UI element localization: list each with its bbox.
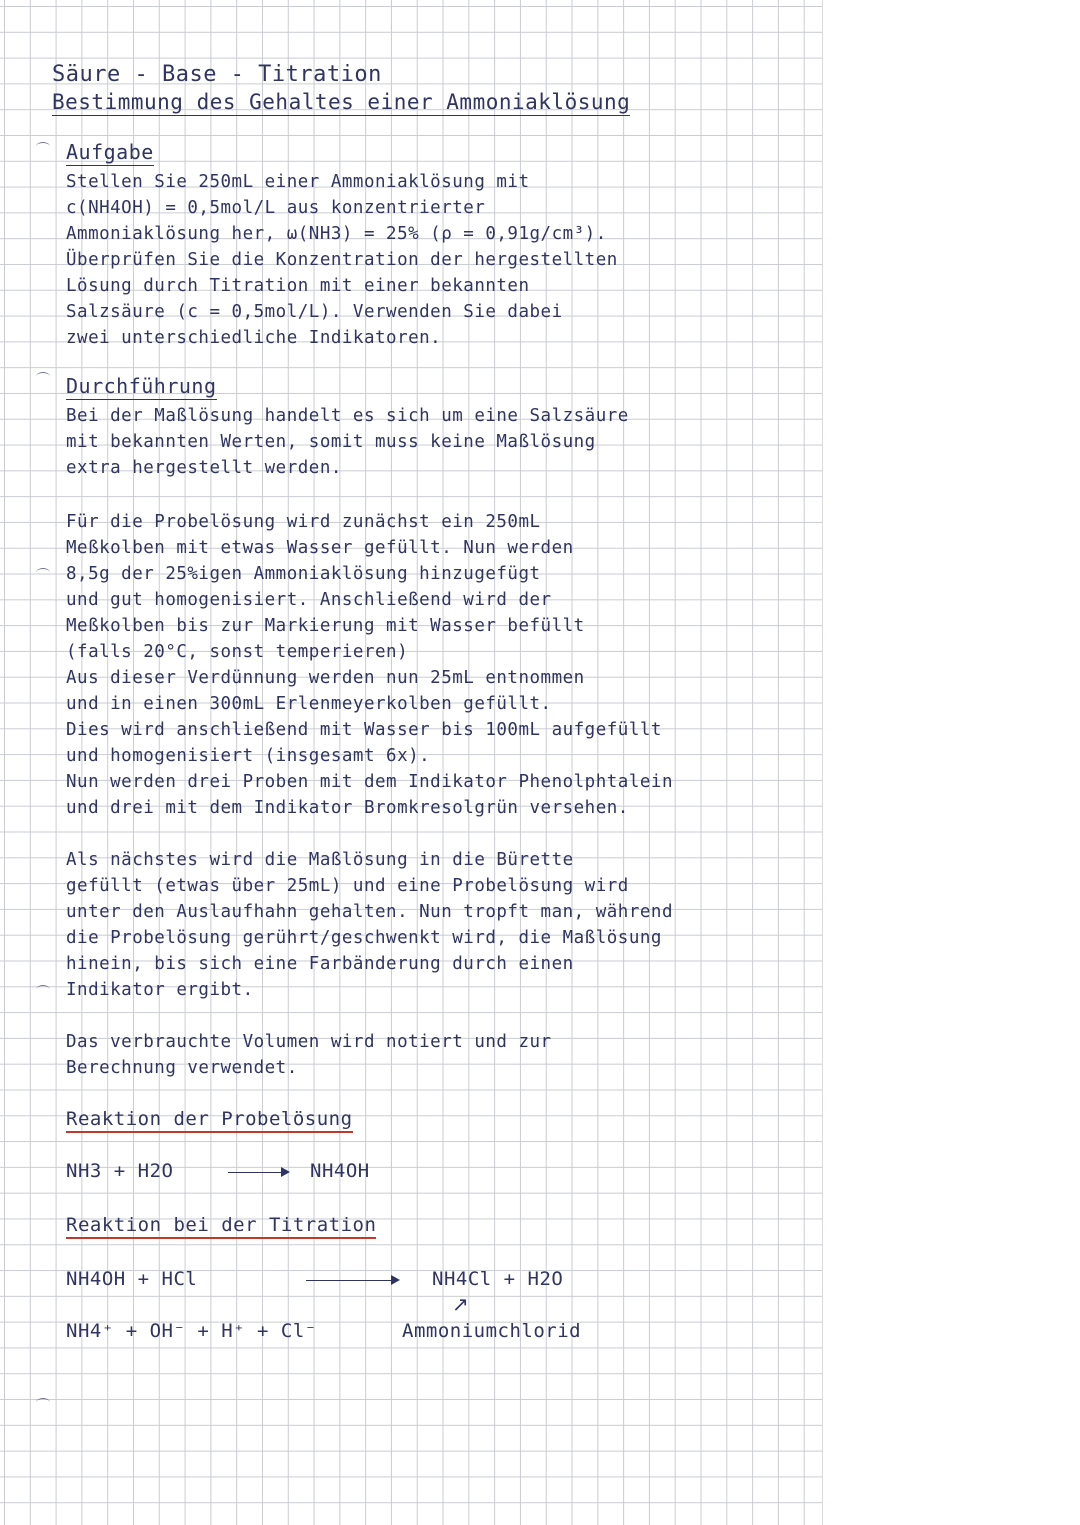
durchfuehrung-line: die Probelösung gerührt/geschwenkt wird, die Maßlösung <box>66 928 662 948</box>
durchfuehrung-line: Das verbrauchte Volumen wird notiert und zur <box>66 1032 552 1052</box>
equation-product: NH4OH <box>310 1160 370 1182</box>
margin-mark <box>36 142 50 151</box>
aufgabe-line: Salzsäure (c = 0,5mol/L). Verwenden Sie dabei <box>66 302 563 322</box>
durchfuehrung-line: mit bekannten Werten, somit muss keine Maßlösung <box>66 432 596 452</box>
section-heading-aufgabe: Aufgabe <box>66 140 154 164</box>
durchfuehrung-line: und drei mit dem Indikator Bromkresolgrün versehen. <box>66 798 629 818</box>
durchfuehrung-line: gefüllt (etwas über 25mL) und eine Probelösung wird <box>66 876 629 896</box>
durchfuehrung-line: und in einen 300mL Erlenmeyerkolben gefüllt. <box>66 694 552 714</box>
durchfuehrung-line: Bei der Maßlösung handelt es sich um eine Salzsäure <box>66 406 629 426</box>
durchfuehrung-line: extra hergestellt werden. <box>66 458 342 478</box>
durchfuehrung-line: und homogenisiert (insgesamt 6x). <box>66 746 431 766</box>
reaction-arrow <box>228 1172 288 1173</box>
aufgabe-line: Stellen Sie 250mL einer Ammoniaklösung mit <box>66 172 530 192</box>
equation-ions: NH4⁺ + OH⁻ + H⁺ + Cl⁻ <box>66 1320 317 1342</box>
section-heading-reaktion-probe: Reaktion der Probelösung <box>66 1108 353 1133</box>
reaction-arrow <box>306 1280 398 1281</box>
aufgabe-line: Überprüfen Sie die Konzentration der hergestellten <box>66 250 618 270</box>
durchfuehrung-line: Als nächstes wird die Maßlösung in die Bürette <box>66 850 574 870</box>
margin-mark <box>36 568 50 577</box>
aufgabe-line: Ammoniaklösung her, ω(NH3) = 25% (ρ = 0,91g/cm³). <box>66 224 607 244</box>
durchfuehrung-line: Meßkolben bis zur Markierung mit Wasser befüllt <box>66 616 585 636</box>
margin-mark <box>36 1398 50 1407</box>
aufgabe-line: zwei unterschiedliche Indikatoren. <box>66 328 442 348</box>
equation-products: NH4Cl + H2O <box>432 1268 564 1290</box>
section-heading-durchfuehrung: Durchführung <box>66 374 217 398</box>
product-name: Ammoniumchlorid <box>402 1320 582 1342</box>
durchfuehrung-line: Nun werden drei Proben mit dem Indikator Phenolphtalein <box>66 772 673 792</box>
durchfuehrung-line: und gut homogenisiert. Anschließend wird der <box>66 590 552 610</box>
durchfuehrung-line: Dies wird anschließend mit Wasser bis 100mL aufgefüllt <box>66 720 662 740</box>
margin-mark <box>36 372 50 381</box>
durchfuehrung-line: unter den Auslaufhahn gehalten. Nun tropft man, während <box>66 902 673 922</box>
durchfuehrung-line: Meßkolben mit etwas Wasser gefüllt. Nun werden <box>66 538 574 558</box>
page-subtitle: Bestimmung des Gehaltes einer Ammoniaklösung <box>52 90 631 114</box>
curved-arrow-icon: ↗ <box>452 1292 469 1316</box>
durchfuehrung-line: Berechnung verwendet. <box>66 1058 298 1078</box>
margin-mark <box>36 985 50 994</box>
aufgabe-line: c(NH4OH) = 0,5mol/L aus konzentrierter <box>66 198 486 218</box>
durchfuehrung-line: Aus dieser Verdünnung werden nun 25mL entnommen <box>66 668 585 688</box>
section-heading-reaktion-titration: Reaktion bei der Titration <box>66 1214 376 1239</box>
durchfuehrung-line: Für die Probelösung wird zunächst ein 250mL <box>66 512 541 532</box>
durchfuehrung-line: Indikator ergibt. <box>66 980 254 1000</box>
equation-reactants: NH3 + H2O <box>66 1160 174 1182</box>
durchfuehrung-line: (falls 20°C, sonst temperieren) <box>66 642 409 662</box>
durchfuehrung-line: 8,5g der 25%igen Ammoniaklösung hinzugefügt <box>66 564 541 584</box>
aufgabe-line: Lösung durch Titration mit einer bekannten <box>66 276 530 296</box>
page-title: Säure - Base - Titration <box>52 62 382 87</box>
equation-reactants: NH4OH + HCl <box>66 1268 198 1290</box>
durchfuehrung-line: hinein, bis sich eine Farbänderung durch einen <box>66 954 574 974</box>
